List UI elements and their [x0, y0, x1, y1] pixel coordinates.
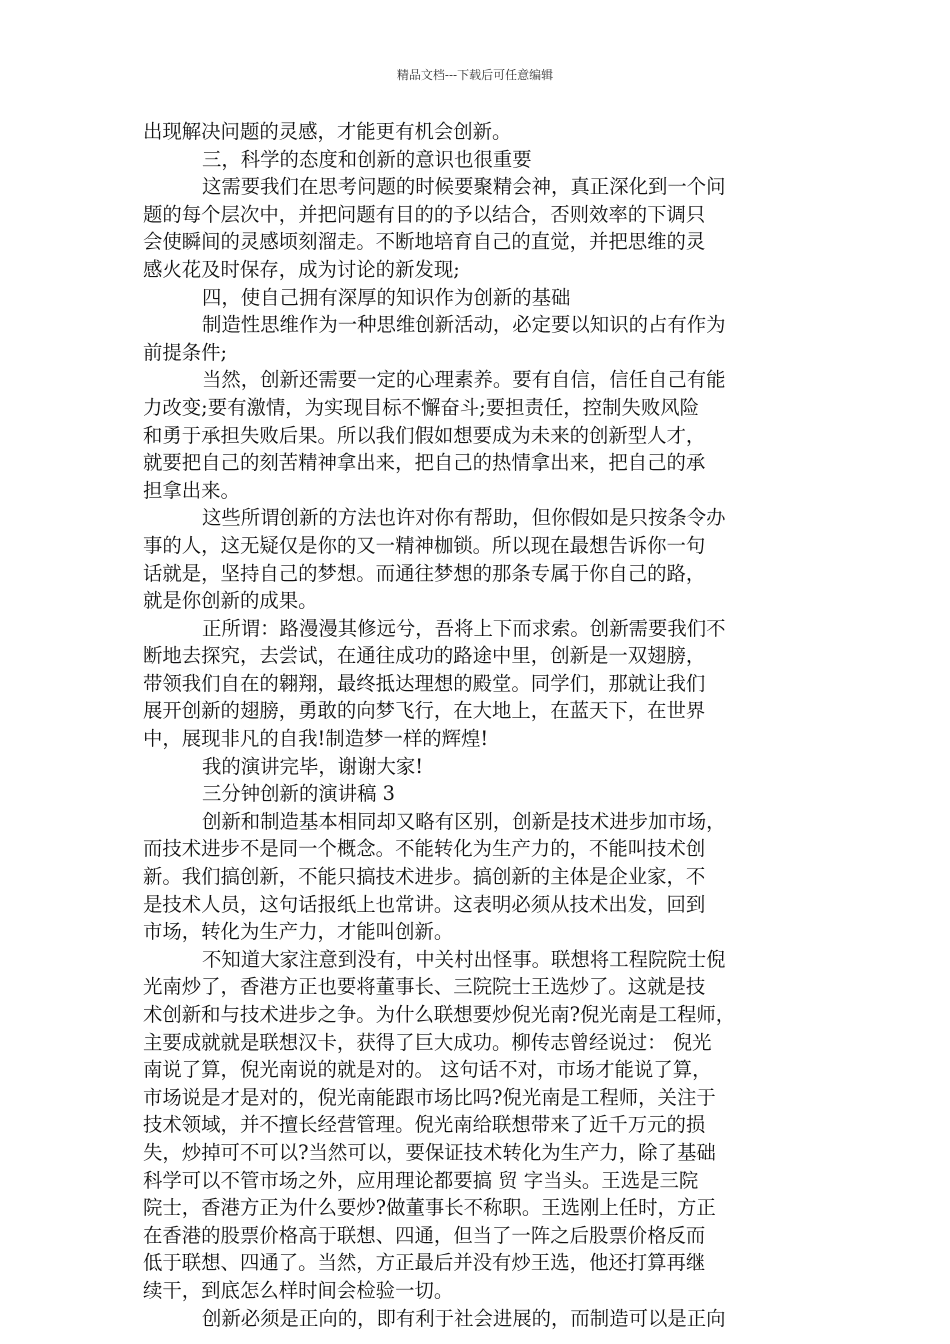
text-line: 三，科学的态度和创新的意识也很重要: [202, 147, 532, 171]
text-line: 三分钟创新的演讲稿 3: [202, 782, 396, 806]
text-line: 主要成就就是联想汉卡，获得了巨大成功。柳传志曾经说过： 倪光: [143, 1030, 712, 1054]
text-line: 而技术进步不是同一个概念。不能转化为生产力的，不能叫技术创: [143, 837, 706, 861]
paragraph: [143, 146, 815, 174]
text-line: 断地去探究，去尝试，在通往成功的路途中里，创新是一双翅膀，: [143, 644, 706, 668]
text-line: 在香港的股票价格高于联想、四通，但当了一阵之后股票价格反而: [143, 1223, 706, 1247]
text-line: 展开创新的翅膀，勇敢的向梦飞行，在大地上，在蓝天下，在世界: [143, 699, 706, 723]
text-line: 制造性思维作为一种思维创新活动，必定要以知识的占有作为: [202, 313, 726, 337]
paragraph: [143, 946, 815, 1305]
paragraph: [143, 615, 815, 753]
text-line: 力改变;要有激情，为实现目标不懈奋斗;要担责任，控制失败风险: [143, 395, 700, 419]
text-line: 事的人，这无疑仅是你的又一精神枷锁。所以现在最想告诉你一句: [143, 533, 706, 557]
text-line: 当然，创新还需要一定的心理素养。要有自信，信任自己有能: [202, 368, 726, 392]
text-line: 市场说是才是对的，倪光南能跟市场比吗?倪光南是工程师，关注于: [143, 1085, 716, 1109]
paragraph: [143, 504, 815, 614]
text-line: 中，展现非凡的自我!制造梦一样的辉煌!: [143, 727, 489, 751]
text-line: 题的每个层次中，并把问题有目的的予以结合，否则效率的下调只: [143, 202, 706, 226]
document-body: [143, 118, 815, 1332]
paragraph: [143, 366, 815, 504]
text-line: 我的演讲完毕，谢谢大家!: [202, 754, 424, 778]
text-line: 不知道大家注意到没有，中关村出怪事。联想将工程院院士倪: [202, 947, 726, 971]
text-line: 南说了算，倪光南说的就是对的。 这句话不对，市场才能说了算，: [143, 1058, 712, 1082]
paragraph: [143, 780, 815, 808]
text-line: 失，炒掉可不可以?当然可以，要保证技术转化为生产力，除了基础: [143, 1140, 716, 1164]
text-line: 正所谓：路漫漫其修远兮，吾将上下而求索。创新需要我们不: [202, 616, 726, 640]
paragraph: [143, 173, 815, 283]
text-line: 术创新和与技术进步之争。为什么联想要炒倪光南?倪光南是工程师，: [143, 1003, 736, 1026]
text-line: 低于联想、四通了。当然，方正最后并没有炒王选，他还打算再继: [143, 1251, 706, 1275]
paragraph: [143, 118, 815, 146]
text-line: 担拿出来。: [143, 478, 240, 502]
text-line: 出现解决问题的灵感，才能更有机会创新。: [143, 120, 512, 143]
text-line: 四，使自己拥有深厚的知识作为创新的基础: [202, 285, 571, 309]
text-line: 创新必须是正向的，即有利于社会进展的，而制造可以是正向: [202, 1306, 726, 1330]
text-line: 带领我们自在的翱翔，最终抵达理想的殿堂。同学们，那就让我们: [143, 671, 706, 695]
text-line: 和勇于承担失败后果。所以我们假如想要成为未来的创新型人才，: [143, 423, 706, 447]
paragraph: [143, 311, 815, 366]
text-line: 院士，香港方正为什么要炒?做董事长不称职。王选刚上任时，方正: [143, 1196, 716, 1220]
text-line: 新。我们搞创新，不能只搞技术进步。搞创新的主体是企业家，不: [143, 865, 706, 889]
text-line: 光南炒了，香港方正也要将董事长、三院院士王选炒了。这就是技: [143, 975, 706, 999]
paragraph: [143, 808, 815, 946]
paragraph: [143, 1305, 815, 1333]
text-line: 会使瞬间的灵感顷刻溜走。不断地培育自己的直觉，并把思维的灵: [143, 230, 706, 254]
text-line: 是技术人员，这句话报纸上也常讲。这表明必须从技术出发，回到: [143, 892, 706, 916]
text-line: 续干，到底怎么样时间会检验一切。: [143, 1278, 454, 1302]
text-line: 技术领域，并不擅长经营管理。倪光南给联想带来了近千万元的损: [143, 1113, 706, 1137]
text-line: 创新和制造基本相同却又略有区别，创新是技术进步加市场，: [202, 809, 726, 833]
text-line: 话就是，坚持自己的梦想。而通往梦想的那条专属于你自己的路，: [143, 561, 706, 585]
text-line: 这需要我们在思考问题的时候要聚精会神，真正深化到一个问: [202, 175, 726, 199]
text-line: 就是你创新的成果。: [143, 589, 318, 613]
text-line: 市场，转化为生产力，才能叫创新。: [143, 920, 454, 944]
text-line: 科学可以不管市场之外，应用理论都要搞 贸 字当头。王选是三院: [143, 1168, 699, 1192]
text-line: 前提条件;: [143, 340, 228, 364]
page-header: 精品文档---下载后可任意编辑: [396, 68, 554, 82]
text-line: 这些所谓创新的方法也许对你有帮助，但你假如是只按条令办: [202, 506, 726, 530]
paragraph: [143, 284, 815, 312]
paragraph: [143, 753, 815, 781]
text-line: 就要把自己的刻苦精神拿出来，把自己的热情拿出来，把自己的承: [143, 451, 706, 475]
text-line: 感火花及时保存，成为讨论的新发现;: [143, 257, 460, 281]
